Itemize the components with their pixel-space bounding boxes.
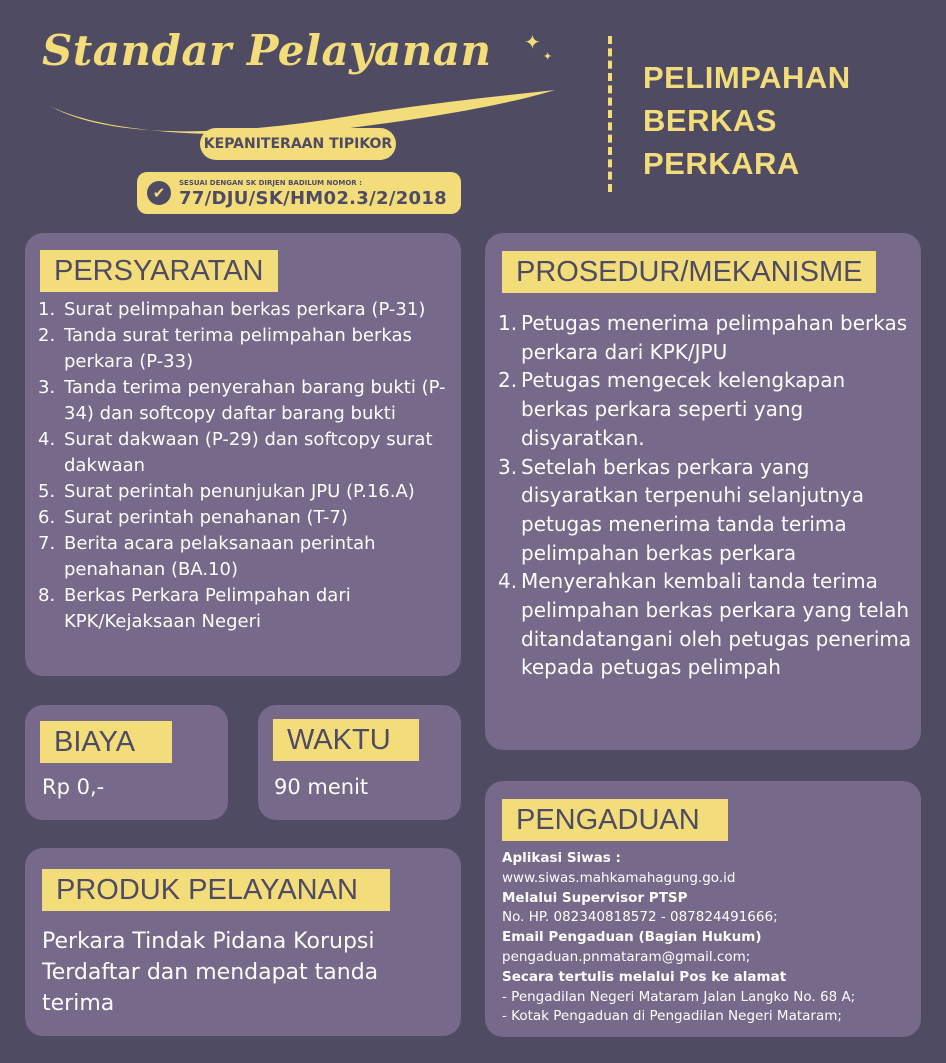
sparkle-icon: ✦ [524,30,541,54]
siwas-label: Aplikasi Siwas : [502,850,621,866]
list-item: 4. Surat dakwaan (P-29) dan softcopy surat dakwaan [38,429,433,476]
list-item: 2. Tanda surat terima pelimpahan berkas perkara (P-33) [38,325,412,372]
service-title-line: BERKAS [643,103,777,138]
service-title-line: PELIMPAHAN [643,60,851,95]
post-address-line: - Pengadilan Negeri Mataram Jalan Langko No. 68 A; [502,988,856,1005]
sk-caption: SESUAI DENGAN SK DIRJEN BADILUM NOMOR : [179,179,362,187]
list-item: 5. Surat perintah penunjukan JPU (P.16.A) [38,481,415,502]
requirements-list [38,297,456,635]
sk-number: 77/DJU/SK/HM02.3/2/2018 [179,188,447,209]
list-item: 1. Surat pelimpahan berkas perkara (P-31) [38,299,426,320]
time-title: WAKTU [273,719,419,761]
post-address-line: - Kotak Pengaduan di Pengadilan Negeri Mataram; [502,1008,842,1025]
sk-badge [137,172,461,214]
cost-title: BIAYA [40,721,172,763]
product-text: Perkara Tindak Pidana Korupsi Terdaftar dan mendapat tanda terima [42,929,379,1016]
list-item: 2. Petugas mengecek kelengkapan berkas perkara seperti yang disyaratkan. [498,368,846,450]
brand-title: Standar Pelayanan [42,26,492,75]
requirements-title: PERSYARATAN [40,250,278,292]
email-label: Email Pengaduan (Bagian Hukum) [502,929,762,946]
check-badge-icon: ✔ [147,181,171,205]
complaint-details [502,849,912,1027]
complaint-title: PENGADUAN [502,799,728,841]
service-title [643,56,851,185]
list-item: 3. Setelah berkas perkara yang disyaratkan terpenuhi selanjutnya petugas menerima tanda terima pelimpahan berkas perkara [498,454,864,565]
siwas-link[interactable]: www.siwas.mahkamahagung.go.id [502,869,736,886]
ptsp-label: Melalui Supervisor PTSP [502,889,688,906]
service-title-line: PERKARA [643,146,800,181]
ptsp-phone: No. HP. 082340818572 - 087824491666; [502,909,778,926]
list-item: 8. Berkas Perkara Pelimpahan dari KPK/Kejaksaan Negeri [38,585,351,632]
cost-value: Rp 0,- [42,775,105,799]
unit-badge: KEPANITERAAN TIPIKOR [200,128,396,160]
email-link[interactable]: pengaduan.pnmataram@gmail.com; [502,948,751,965]
list-item: 3. Tanda terima penyerahan barang bukti (P-34) dan softcopy daftar barang bukti [38,377,446,424]
list-item: 4. Menyerahkan kembali tanda terima pelimpahan berkas perkara yang telah ditandatangani oleh petugas penerima kepada petugas pelimpah [498,569,912,680]
procedure-list [498,309,918,682]
list-item: 7. Berita acara pelaksanaan perintah penahanan (BA.10) [38,533,376,580]
product-title: PRODUK PELAYANAN [42,869,390,911]
header-divider [608,36,612,192]
list-item: 1. Petugas menerima pelimpahan berkas perkara dari KPK/JPU [498,311,908,364]
procedure-title: PROSEDUR/MEKANISME [502,251,876,293]
list-item: 6. Surat perintah penahanan (T-7) [38,507,348,528]
time-value: 90 menit [274,775,369,799]
sparkle-small-icon: ✦ [543,50,553,63]
post-label: Secara tertulis melalui Pos ke alamat [502,968,787,985]
